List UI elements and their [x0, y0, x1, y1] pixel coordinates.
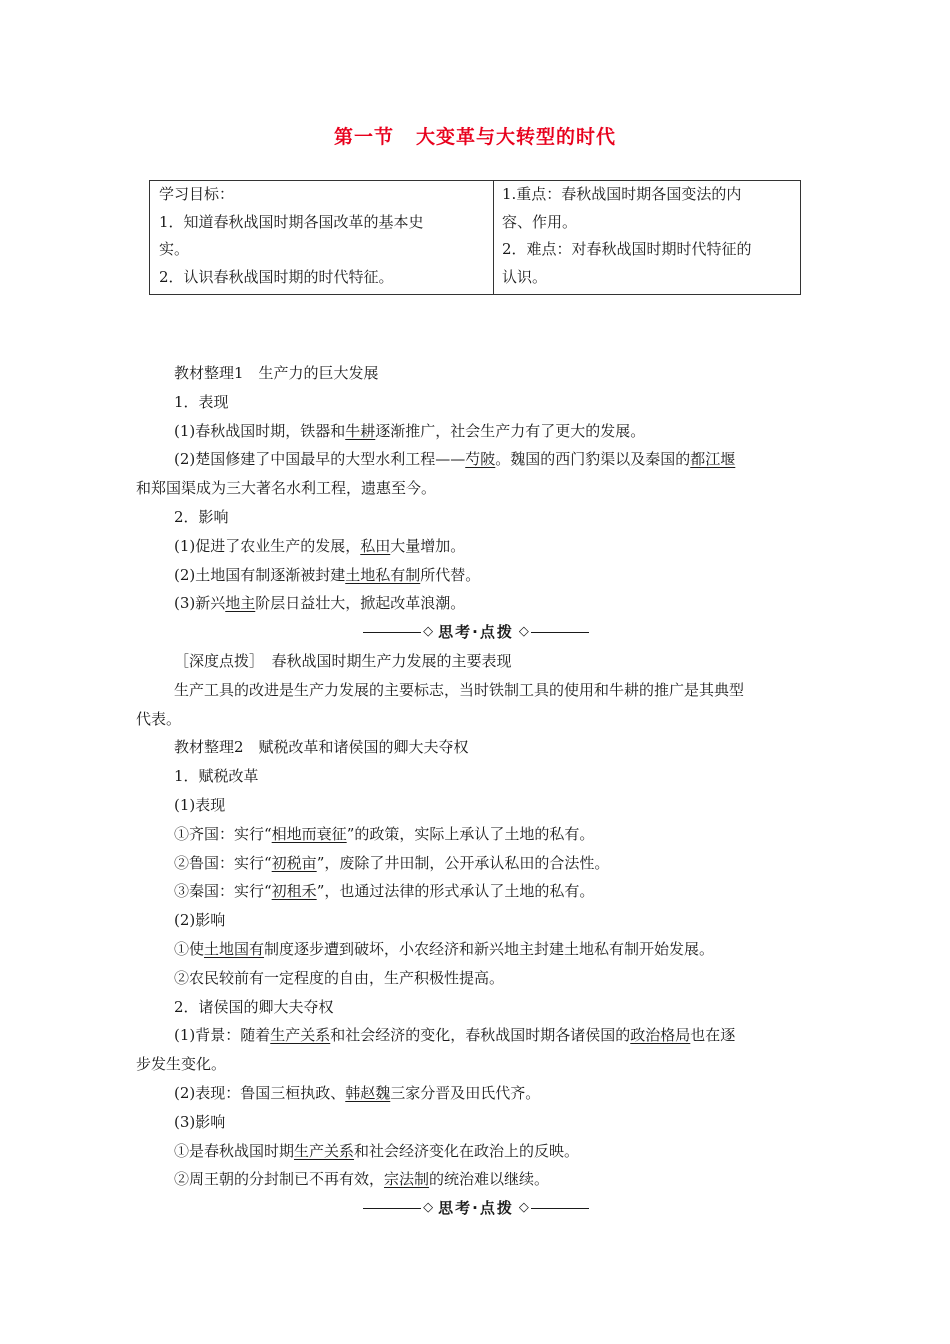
key-point-line: 1.重点：春秋战国时期各国变法的内 [502, 185, 742, 203]
answer-blank: 韩赵魏 [345, 1083, 391, 1102]
think-divider [136, 1194, 816, 1223]
paragraph: (1)背景：随着生产关系和社会经济的变化，春秋战国时期各诸侯国的政治格局也在逐 [174, 1026, 736, 1045]
answer-blank: 土地国有 [204, 939, 265, 958]
paragraph-continuation: 步发生变化。 [136, 1055, 227, 1074]
key-point-line: 2．难点：对春秋战国时期时代特征的 [502, 240, 752, 258]
divider-line [531, 632, 589, 633]
goal-line: 实。 [159, 240, 190, 258]
section-number: 第一节 [333, 126, 394, 148]
diamond-icon: ◇ [518, 1200, 529, 1216]
divider-label: 思考·点拨 [438, 623, 514, 642]
answer-blank: 初税亩 [271, 853, 317, 872]
paragraph: (2)楚国修建了中国最早的大型水利工程——芍陂。魏国的西门豹渠以及秦国的都江堰 [174, 450, 736, 469]
answer-blank: 初租禾 [271, 882, 317, 901]
page-title [0, 122, 950, 149]
paragraph: (2)土地国有制逐渐被封建土地私有制所代替。 [174, 565, 481, 584]
paragraph: ①是春秋战国时期生产关系和社会经济变化在政治上的反映。 [174, 1141, 580, 1160]
paragraph: 生产工具的改进是生产力发展的主要标志，当时铁制工具的使用和牛耕的推广是其典型 [174, 680, 745, 699]
paragraph: ①使土地国有制度逐步遭到破坏，小农经济和新兴地主封建土地私有制开始发展。 [174, 939, 715, 958]
divider-line [363, 632, 421, 633]
section-heading: 教材整理2 赋税改革和诸侯国的卿大夫夺权 [174, 738, 469, 757]
subheading: 1．赋税改革 [174, 767, 259, 786]
key-points-cell [494, 181, 800, 294]
subheading: (2)影响 [174, 911, 226, 930]
paragraph: (3)新兴地主阶层日益壮大，掀起改革浪潮。 [174, 594, 466, 613]
learning-goals-table [149, 180, 801, 295]
answer-blank: 地主 [225, 594, 256, 613]
answer-blank: 宗法制 [384, 1170, 430, 1189]
insight-heading: ［深度点拨］ 春秋战国时期生产力发展的主要表现 [174, 651, 512, 670]
answer-blank: 生产关系 [270, 1026, 331, 1045]
think-divider [136, 618, 816, 647]
key-point-line: 认识。 [502, 267, 548, 286]
divider-line [531, 1208, 589, 1209]
subheading: (1)表现 [174, 795, 226, 814]
diamond-icon: ◇ [423, 624, 434, 640]
paragraph: ①齐国：实行“相地而衰征”的政策，实际上承认了土地的私有。 [174, 824, 595, 843]
section-heading: 教材整理1 生产力的巨大发展 [174, 364, 379, 382]
key-point-line: 容、作用。 [502, 212, 578, 231]
paragraph: (1)春秋战国时期，铁器和牛耕逐渐推广，社会生产力有了更大的发展。 [174, 421, 646, 440]
goal-line: 1．知道春秋战国时期各国改革的基本史 [159, 212, 424, 231]
diamond-icon: ◇ [423, 1200, 434, 1216]
section-title: 大变革与大转型的时代 [416, 126, 617, 148]
diamond-icon: ◇ [518, 624, 529, 640]
paragraph: (1)促进了农业生产的发展，私田大量增加。 [174, 536, 466, 555]
answer-blank: 土地私有制 [345, 565, 421, 584]
answer-blank: 芍陂 [465, 450, 496, 469]
paragraph: ②周王朝的分封制已不再有效，宗法制的统治难以继续。 [174, 1170, 550, 1189]
subheading: 2．影响 [174, 507, 229, 526]
paragraph: (2)表现：鲁国三桓执政、韩赵魏三家分晋及田氏代齐。 [174, 1083, 541, 1102]
paragraph: ②农民较前有一定程度的自由，生产积极性提高。 [174, 968, 505, 987]
answer-blank: 生产关系 [294, 1141, 355, 1160]
learning-goals-cell [150, 181, 494, 294]
answer-blank: 政治格局 [630, 1026, 691, 1045]
subheading: 2．诸侯国的卿大夫夺权 [174, 997, 334, 1016]
paragraph-continuation: 和郑国渠成为三大著名水利工程，遗惠至今。 [136, 479, 437, 498]
divider-label: 思考·点拨 [438, 1199, 514, 1218]
goal-line: 学习目标： [159, 185, 235, 203]
main-content [136, 359, 816, 1223]
answer-blank: 都江堰 [690, 450, 736, 469]
answer-blank: 相地而衰征 [271, 824, 347, 843]
paragraph-continuation: 代表。 [136, 709, 182, 728]
answer-blank: 牛耕 [345, 421, 376, 440]
subheading: 1．表现 [174, 392, 229, 411]
paragraph: ②鲁国：实行“初税亩”，废除了井田制，公开承认私田的合法性。 [174, 853, 610, 872]
answer-blank: 私田 [360, 536, 391, 555]
divider-line [363, 1208, 421, 1209]
subheading: (3)影响 [174, 1112, 226, 1131]
goal-line: 2．认识春秋战国时期的时代特征。 [159, 267, 394, 286]
paragraph: ③秦国：实行“初租禾”，也通过法律的形式承认了土地的私有。 [174, 882, 595, 901]
